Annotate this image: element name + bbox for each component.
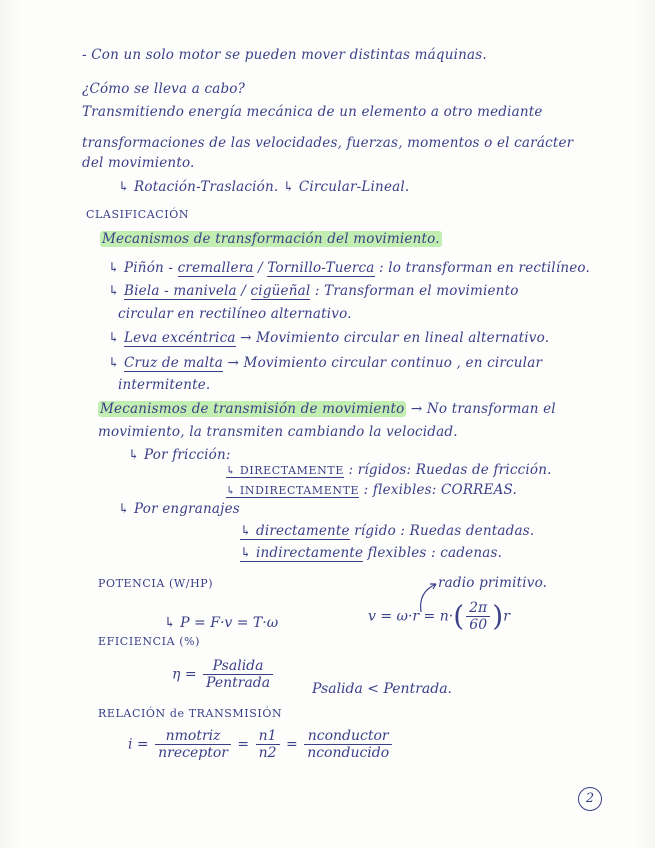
fraction-denominator: Pentrada (206, 675, 271, 691)
arrow-bullet: ↳ Piñón - (108, 260, 178, 276)
question-line: ¿Cómo se lleva a cabo? (82, 81, 246, 97)
body-line-1: Transmitiendo energía mecánica de un elemento a otro mediante (82, 104, 543, 120)
fraction-denominator: nconducido (307, 745, 390, 761)
term-ciguenal: cigüeñal (250, 283, 311, 299)
term-cruz-de-malta: Cruz de malta (124, 355, 224, 371)
term-directamente-gears: ↳ directamente (240, 523, 350, 539)
term-indirectamente-gears: ↳ indirectamente (240, 545, 364, 561)
item-cruz-cont: intermitente. (118, 377, 211, 393)
fraction-denominator: n2 (258, 745, 277, 761)
by-gears: ↳ Por engranajes (118, 501, 240, 517)
item-description: : Transforman el movimiento (310, 283, 519, 299)
page-number: 2 (578, 787, 602, 811)
two-pi-fraction (466, 600, 490, 633)
efficiency-formula (172, 658, 275, 691)
transmission-cont: movimiento, la transmiten cambiando la velocidad. (98, 424, 458, 440)
gears-direct-description: rígido : Ruedas dentadas. (349, 523, 535, 539)
section-heading-clasificacion: CLASIFICACIÓN (86, 208, 190, 221)
ratio-fraction-2 (256, 728, 280, 761)
ratio-fraction-3 (304, 728, 392, 761)
body-line-2: transformaciones de las velocidades, fuerzas, momentos o el carácter (82, 135, 574, 151)
velocity-lhs: v = ω·r = n· (368, 608, 454, 625)
fraction-denominator: nreceptor (158, 745, 228, 761)
item-biela-cont: circular en rectilíneo alternativo. (118, 306, 352, 322)
item-description: → Movimiento circular en lineal alternativo. (235, 330, 550, 346)
by-friction: ↳ Por fricción: (128, 447, 231, 463)
efficiency-inequality: Psalida < Pentrada. (312, 681, 452, 697)
efficiency-fraction (203, 658, 273, 691)
direct-description: : rígidos: Ruedas de fricción. (343, 462, 552, 478)
arrow-bullet: ↳ (108, 283, 125, 299)
term-biela-manivela: Biela - manivela (124, 283, 237, 299)
equals-sign: = (237, 736, 250, 753)
open-paren: ( (453, 599, 465, 633)
close-paren: ) (492, 599, 504, 633)
eta-symbol: η = (172, 666, 197, 683)
fraction-denominator: 60 (469, 617, 488, 633)
transmission-note: → No transforman el (406, 401, 556, 417)
fraction-numerator: nmotriz (155, 728, 231, 745)
section-heading-potencia: POTENCIA (W/HP) (98, 577, 214, 590)
ratio-symbol: i = (128, 736, 149, 753)
power-formula: ↳ P = F·v = T·ω (164, 615, 279, 631)
item-description: : lo transforman en rectilíneo. (374, 260, 590, 276)
types-line: ↳ Rotación-Traslación. ↳ Circular-Lineal. (118, 179, 410, 195)
term-cremallera: cremallera (177, 260, 254, 276)
fraction-numerator: n1 (256, 728, 280, 745)
arrow-bullet: ↳ (108, 330, 125, 346)
indirect-description: : flexibles: CORREAS. (359, 482, 518, 498)
separator: / (236, 283, 251, 299)
fraction-numerator: nconductor (304, 728, 392, 745)
ratio-fraction-1 (155, 728, 231, 761)
radius-symbol: r (503, 608, 510, 625)
item-description: → Movimiento circular continuo , en circular (223, 355, 543, 371)
highlight-transformation: Mecanismos de transformación del movimiento. (102, 231, 440, 247)
section-heading-relacion: RELACIÓN de TRANSMISIÓN (98, 707, 283, 720)
term-tornillo-tuerca: Tornillo-Tuerca (267, 260, 375, 276)
gears-indirect-description: flexibles : cadenas. (363, 545, 503, 561)
radius-label: radio primitivo. (438, 575, 548, 591)
section-heading-eficiencia: EFICIENCIA (%) (98, 635, 201, 648)
body-line-3: del movimiento. (82, 155, 195, 171)
fraction-numerator: Psalida (203, 658, 273, 675)
term-indirectamente: ↳ INDIRECTAMENTE (226, 484, 360, 497)
equals-sign: = (286, 736, 298, 753)
ratio-formula (128, 728, 394, 761)
term-leva-excentrica: Leva excéntrica (124, 330, 236, 346)
highlight-transmission: Mecanismos de transmisión de movimiento (100, 401, 405, 417)
fraction-numerator: 2π (466, 600, 490, 617)
velocity-formula (368, 600, 510, 633)
intro-line: - Con un solo motor se pueden mover distintas máquinas. (82, 47, 487, 63)
arrow-bullet: ↳ (108, 355, 125, 371)
term-directamente: ↳ DIRECTAMENTE (226, 464, 344, 477)
separator: / (253, 260, 268, 276)
